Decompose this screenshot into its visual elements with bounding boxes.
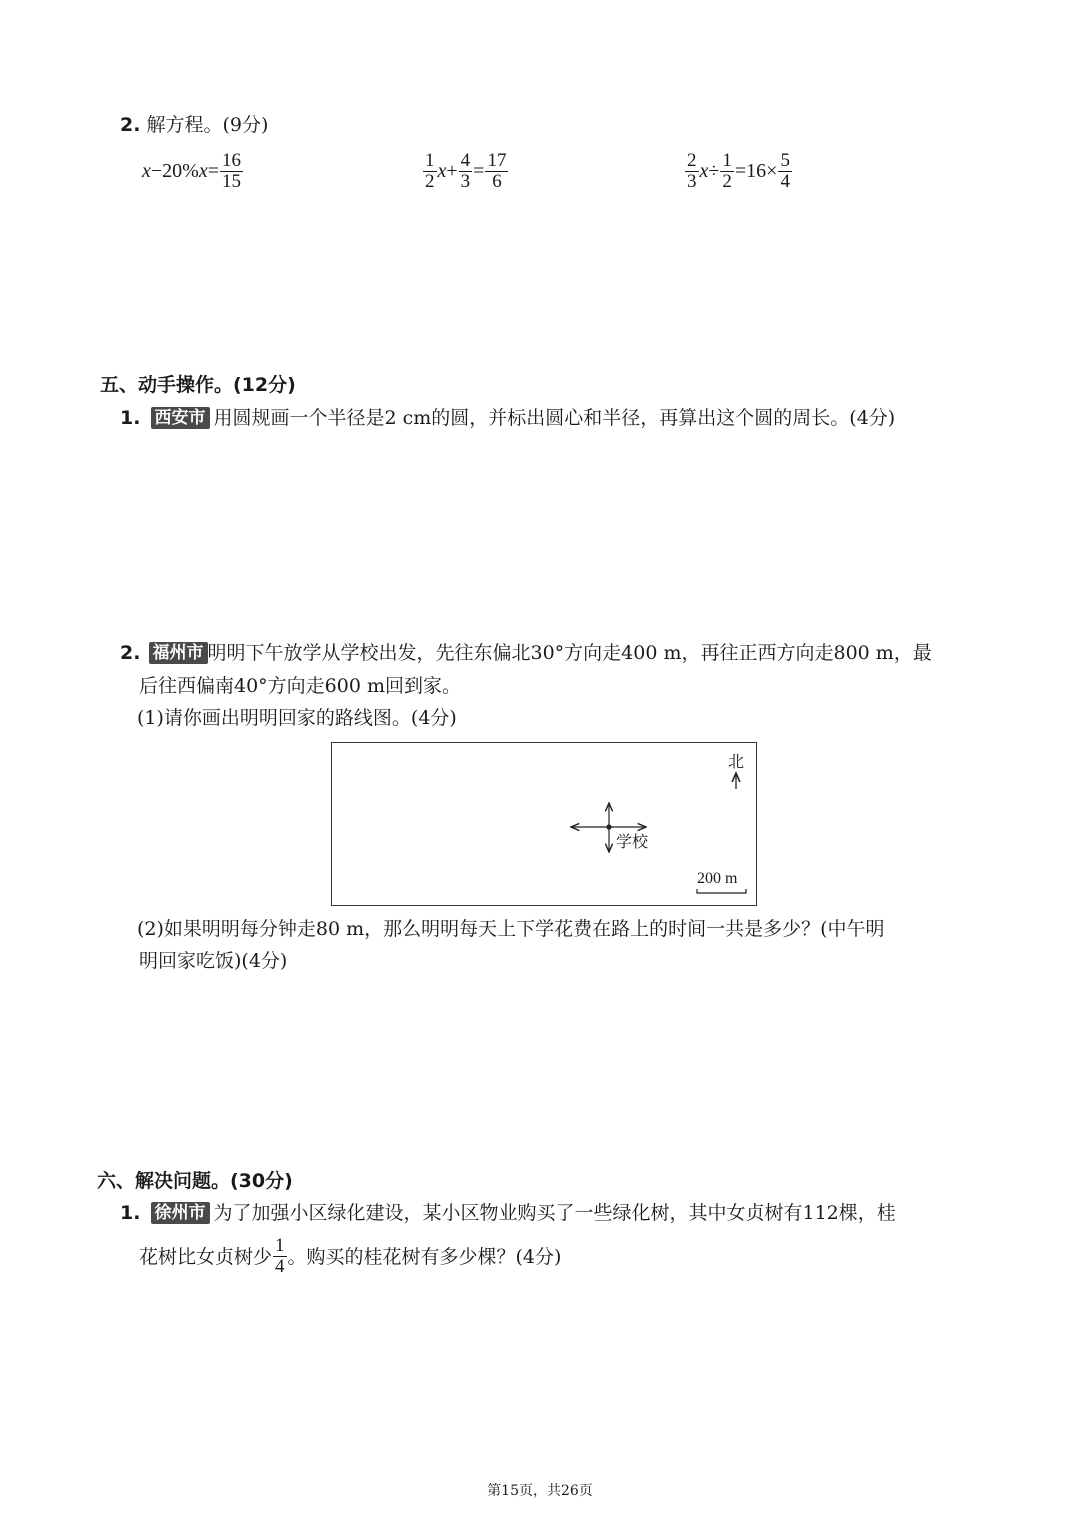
eq3-div: ÷ — [708, 159, 720, 182]
eq2-f1-den: 2 — [425, 170, 435, 192]
equation-2 — [422, 146, 509, 196]
scale-bar-icon — [697, 889, 746, 893]
s6-q1-number: 1. — [120, 1202, 141, 1224]
s6-frac-num: 1 — [275, 1235, 285, 1256]
s6-frac-den: 4 — [275, 1256, 285, 1277]
north-label: 北 — [728, 752, 745, 771]
page-footer: 第15页，共26页 — [487, 1483, 593, 1499]
s5-q2-sub2-line1: (2)如果明明每分钟走80 m，那么明明每天上下学花费在路上的时间一共是多少？(中午明 — [137, 918, 885, 940]
eq3-mid: =16× — [734, 159, 778, 182]
section6-title: 六、解决问题。(30分) — [97, 1170, 293, 1192]
scale-label: 200 m — [697, 870, 738, 887]
equation-3 — [684, 146, 793, 196]
eq3-f2-den: 2 — [722, 170, 732, 192]
s5-q2-text-line1: 明明下午放学从学校出发，先往东偏北30°方向走400 m，再往正西方向走800 m，最 — [207, 642, 932, 664]
eq3-fraction-3 — [778, 151, 792, 192]
s5-q2-line2: 后往西偏南40°方向走600 m回到家。 — [139, 675, 461, 697]
eq3-fraction-2 — [720, 151, 734, 192]
region-tag: 徐州市 — [151, 1202, 210, 1224]
eq1-var2: x — [198, 159, 208, 182]
region-tag: 福州市 — [149, 642, 208, 664]
s5-q2-line1 — [120, 640, 932, 666]
eq1-frac-den: 15 — [222, 170, 242, 192]
eq2-f2-den: 3 — [460, 170, 471, 192]
eq3-f3-num: 5 — [780, 149, 790, 171]
s6-q1-line2 — [139, 1236, 561, 1277]
eq2-f3-den: 6 — [492, 170, 502, 192]
equation-1 — [142, 146, 244, 196]
s6-q1-text-a: 花树比女贞树少 — [139, 1245, 273, 1268]
school-point-icon — [606, 824, 611, 829]
s5-q1-text: 用圆规画一个半径是2 cm的圆，并标出圆心和半径，再算出这个圆的周长。(4分) — [213, 407, 896, 429]
eq2-fraction-1 — [423, 151, 437, 192]
eq3-f1-den: 3 — [687, 170, 697, 192]
q2-title: 解方程。(9分) — [146, 114, 269, 136]
eq1-equals: = — [207, 159, 220, 182]
eq2-f1-num: 1 — [425, 149, 435, 171]
eq1-frac-num: 16 — [222, 149, 242, 171]
eq2-fraction-2 — [459, 151, 473, 192]
s5-q2-sub1: (1)请你画出明明回家的路线图。(4分) — [137, 707, 457, 729]
route-diagram[interactable] — [331, 742, 757, 906]
eq2-fraction-3 — [485, 151, 508, 192]
eq2-plus: + — [446, 159, 458, 182]
eq3-f1-num: 2 — [687, 149, 697, 171]
s6-q1-text-line1: 为了加强小区绿化建设，某小区物业购买了一些绿化树，其中女贞树有112棵，桂 — [213, 1202, 896, 1224]
s6-q1-line1 — [120, 1200, 896, 1226]
eq2-equals: = — [473, 159, 485, 182]
q2-header — [120, 112, 268, 138]
eq2-var: x — [437, 159, 447, 182]
section5-title: 五、动手操作。(12分) — [100, 374, 296, 396]
s5-q2-number: 2. — [120, 642, 141, 664]
eq1-fraction — [220, 151, 243, 192]
eq1-var: x — [142, 159, 151, 182]
eq1-minus: −20% — [150, 159, 199, 182]
region-tag: 西安市 — [151, 407, 210, 429]
eq3-fraction-1 — [685, 151, 699, 192]
eq2-f2-num: 4 — [460, 149, 471, 171]
eq2-f3-num: 17 — [487, 149, 507, 171]
s5-q1 — [120, 405, 895, 431]
s5-q2-sub2-line2: 明回家吃饭)(4分) — [139, 950, 288, 972]
school-label: 学校 — [616, 832, 649, 851]
eq3-f2-num: 1 — [722, 149, 732, 171]
eq3-f3-den: 4 — [780, 170, 790, 192]
s6-q1-fraction — [273, 1236, 287, 1277]
s5-q1-number: 1. — [120, 407, 141, 429]
s6-q1-text-b: 。购买的桂花树有多少棵？(4分) — [287, 1245, 562, 1268]
eq3-var: x — [699, 159, 709, 182]
diagram-svg — [332, 743, 756, 905]
q2-number: 2. — [120, 114, 141, 136]
